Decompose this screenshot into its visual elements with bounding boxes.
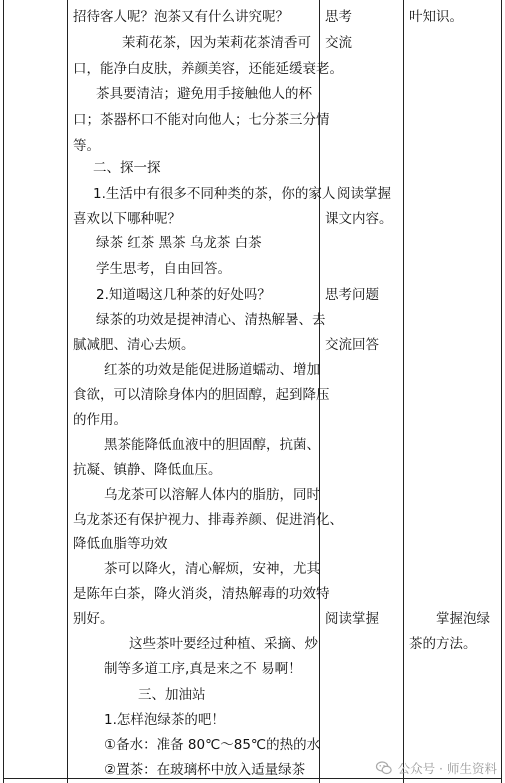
text-line: 降低血脂等功效 — [73, 536, 168, 552]
text-line: 乌龙茶可以溶解人体内的脂肪，同时 — [104, 487, 320, 503]
text-line: 红茶的功效是能促进肠道蠕动、增加 — [104, 362, 320, 378]
text-line: 是陈年白茶，降火消炎，清热解毒的功效特 — [73, 586, 330, 602]
text-line: 别好。 — [73, 611, 114, 627]
section-heading: 二、探一探 — [93, 160, 161, 176]
text-line: 1.怎样泡绿茶的吧！ — [104, 712, 225, 728]
text-line: 口；茶器杯口不能对向他人；七分茶三分情 — [73, 112, 330, 128]
text-line: 等。 — [73, 138, 100, 154]
text-line: 这些茶叶要经过种植、采摘、炒 — [129, 636, 318, 652]
text-line: 口，能净白皮肤，养颜美容，还能延缓衰老。 — [73, 61, 343, 77]
text-line: 食欲，可以清除身体内的胆固醇，起到降压 — [73, 387, 330, 403]
text-line: 的作用。 — [73, 412, 127, 428]
text-line: 茶具要清洁；避免用手接触他人的杯 — [96, 86, 312, 102]
text-line: 制等多道工序,真是来之不 易啊！ — [104, 661, 302, 677]
text-line: 茉莉花茶，因为茉莉花茶清香可 — [122, 35, 311, 51]
design-intent-text: 茶的方法。 — [409, 636, 477, 652]
column-divider-1 — [67, 0, 68, 783]
design-intent-text: 掌握泡绿 — [436, 611, 490, 627]
student-activity-text: 交流 — [325, 35, 352, 51]
text-line: 学生思考，自由回答。 — [96, 261, 231, 277]
column-divider-3 — [403, 0, 404, 783]
text-line: 绿茶的功效是提神清心、清热解暑、去 — [96, 312, 326, 328]
design-intent-text: 叶知识。 — [409, 9, 463, 25]
student-activity-text: 思考 — [325, 9, 352, 25]
text-line: 腻减肥、清心去烦。 — [73, 337, 195, 353]
student-activity-text: 阅读掌握 — [337, 186, 391, 202]
wechat-icon — [375, 759, 393, 777]
watermark — [375, 759, 497, 777]
text-line: 2.知道喝这几种茶的好处吗？ — [96, 287, 271, 303]
table-border-left — [3, 0, 4, 783]
text-line: ①备水：准备 80℃～85℃的热的水 — [104, 737, 321, 753]
text-line: 绿茶 红茶 黑茶 乌龙茶 白茶 — [96, 235, 262, 251]
text-line: 1.生活中有很多不同种类的茶，你的家人 — [93, 186, 336, 202]
text-line: 招待客人呢？泡茶又有什么讲究呢？ — [73, 9, 289, 25]
text-line: 乌龙茶还有保护视力、排毒养颜、促进消化、 — [73, 512, 343, 528]
student-activity-text: 交流回答 — [325, 337, 379, 353]
section-heading: 三、加油站 — [138, 687, 206, 703]
text-line: ②置茶：在玻璃杯中放入适量绿茶 — [104, 762, 306, 778]
student-activity-text: 阅读掌握 — [325, 611, 379, 627]
student-activity-text: 课文内容。 — [325, 211, 393, 227]
text-line: 黑茶能降低血液中的胆固醇，抗菌、 — [104, 437, 320, 453]
text-line: 喜欢以下哪种呢？ — [73, 211, 181, 227]
table-border-right — [501, 0, 502, 783]
text-line: 抗凝、镇静、降低血压。 — [73, 462, 222, 478]
watermark-text: 公众号 · 师生资料 — [397, 761, 497, 776]
text-line: 茶可以降火，清心解烦，安神，尤其 — [104, 561, 320, 577]
student-activity-text: 思考问题 — [325, 287, 379, 303]
